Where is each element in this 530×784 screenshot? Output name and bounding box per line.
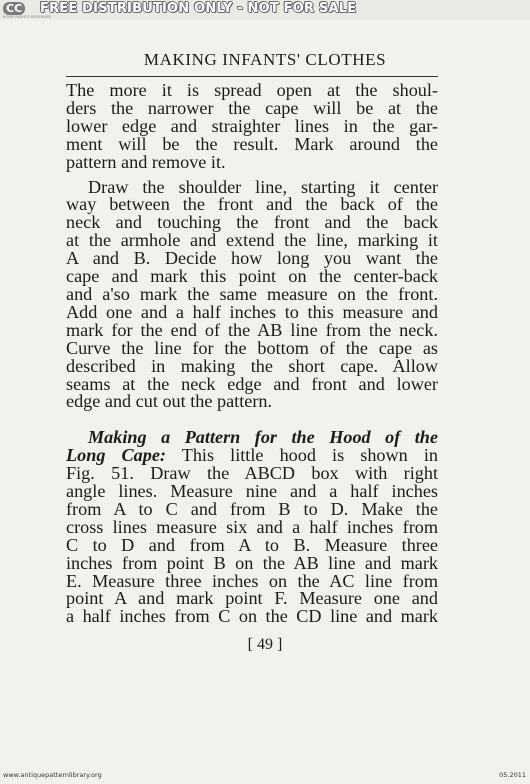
text-line: neck and touching the front and the back <box>66 212 438 233</box>
paragraph-1 <box>66 82 438 172</box>
text-line: E. Measure three inches on the AC line from <box>66 570 438 591</box>
watermark-bar <box>0 0 530 20</box>
text-line: pattern and remove it. <box>66 151 226 172</box>
page-number: [ 49 ] <box>247 636 283 653</box>
text-line: Draw the shoulder line, starting it center <box>88 176 438 197</box>
text-line: angle lines. Measure nine and a half inches <box>66 481 438 502</box>
text-line: ment will be the result. Mark around the <box>66 133 438 154</box>
text-line: Add one and a half inches to this measure and <box>66 301 438 322</box>
paragraph-3 <box>66 429 438 626</box>
text-line: from A to C and from B to D. Make the <box>66 498 438 519</box>
text-line: C to D and from A to B. Measure three <box>66 534 438 555</box>
distribution-banner: FREE DISTRIBUTION ONLY - NOT FOR SALE <box>40 1 357 16</box>
text-line: at the armhole and extend the line, marking it <box>66 230 438 251</box>
text-line: way between the front and the back of the <box>66 194 438 215</box>
text-line: edge and cut out the pattern. <box>66 391 273 412</box>
text-line: a half inches from C on the CD line and mark <box>66 606 438 627</box>
text-line: Fig. 51. Draw the ABCD box with right <box>66 463 438 484</box>
text-line: point A and mark point F. Measure one and <box>66 588 438 609</box>
text-line: The more it is spread open at the shoul- <box>66 80 438 100</box>
text-line: described in making the short cape. Allow <box>66 355 438 376</box>
page-body <box>66 82 438 626</box>
section-heading: Making a Pattern for the Hood of the <box>88 427 438 448</box>
header-rule <box>66 76 438 77</box>
text-line: Curve the line for the bottom of the cape as <box>66 337 438 358</box>
paragraph-2 <box>66 176 438 412</box>
text-line: lower edge and straighter lines in the gar- <box>66 115 438 136</box>
section-heading-continued: Long Cape: <box>66 445 166 466</box>
text-line: and a'so mark the same measure on the front. <box>66 283 438 304</box>
text-line: mark for the end of the AB line from the neck. <box>66 319 438 340</box>
text-line: inches from point B on the AB line and mark <box>66 552 438 573</box>
text-line: ders the narrower the cape will be at the <box>66 97 438 118</box>
creative-commons-logo: CC <box>3 2 25 15</box>
creative-commons-subtext: SOME RIGHTS RESERVED <box>3 15 52 19</box>
text-line: cross lines measure six and a half inches from <box>66 516 438 537</box>
text-line: seams at the neck edge and front and lower <box>66 373 438 394</box>
footer-url: www.antiquepatternlibrary.org <box>3 771 102 779</box>
footer-date: 05.2011 <box>499 771 526 779</box>
text-line: cape and mark this point on the center-back <box>66 266 438 287</box>
text-run: This little hood is shown in <box>165 445 438 466</box>
text-line: A and B. Decide how long you want the <box>66 248 438 269</box>
running-head: MAKING INFANTS' CLOTHES <box>143 50 387 69</box>
